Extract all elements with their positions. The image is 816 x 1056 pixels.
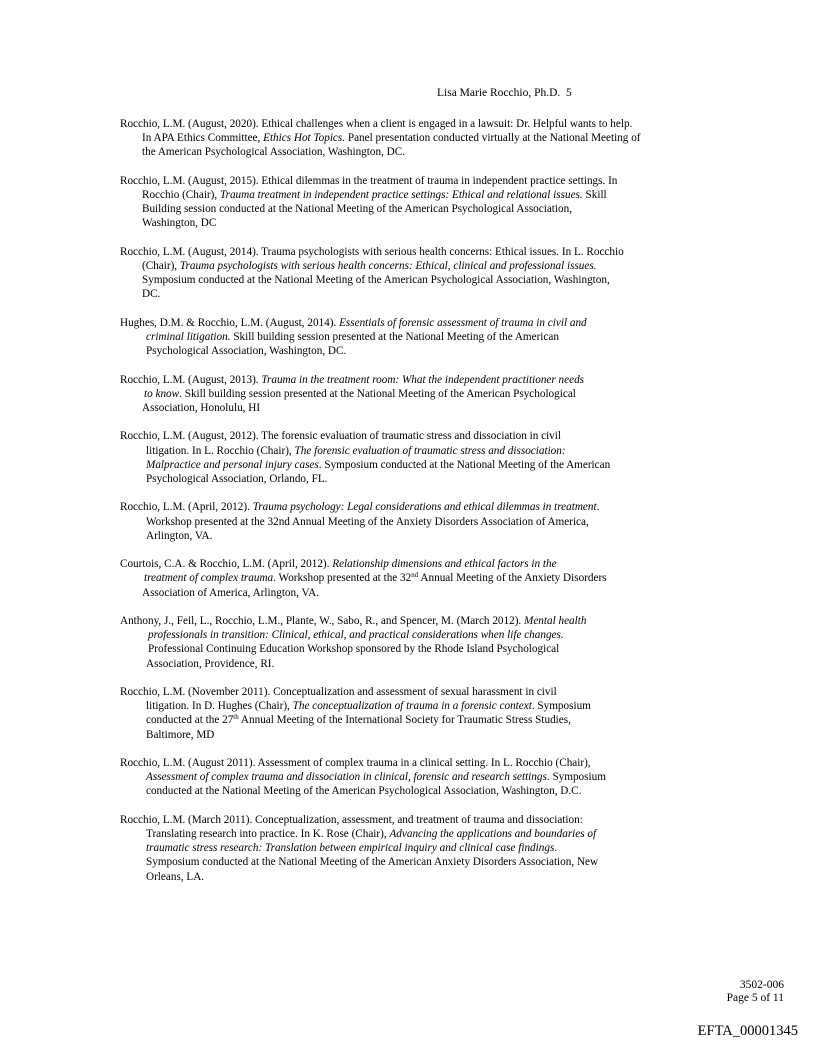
page-counter: Page 5 of 11 bbox=[726, 992, 784, 1004]
header-page-number: 5 bbox=[566, 87, 572, 99]
citation-entry: Rocchio, L.M. (August, 2013). Trauma in the treatment room: What the independent practitioner needs to know. Skill building session presented at the National Meeting of the American Psychological Association, Honolulu, HI bbox=[120, 373, 585, 414]
citation-entry: Courtois, C.A. & Rocchio, L.M. (April, 2012). Relationship dimensions and ethical factors in the treatment of complex trauma. Workshop presented at the 32nd Annual Meeting of the Anxiety Disorders Association of America, Arlington, VA. bbox=[120, 558, 607, 599]
presentation-list bbox=[120, 117, 700, 898]
citation-entry: Rocchio, L.M. (August, 2015). Ethical dilemmas in the treatment of trauma in independent practice settings. In Rocchio (Chair), Trauma treatment in independent practice settings: Ethical and relational issues. Skill Building session conducted at the National Meeting of the American Psychological Association, Washington, DC bbox=[120, 174, 618, 230]
document-code: 3502-006 bbox=[739, 979, 784, 991]
citation-entry: Hughes, D.M. & Rocchio, L.M. (August, 2014). Essentials of forensic assessment of trauma in civil and criminal litigation. Skill building session presented at the National Meeting of the American Psychological Association, Washington, DC. bbox=[120, 316, 587, 358]
citation-entry: Anthony, J., Feil, L., Rocchio, L.M., Plante, W., Sabo, R., and Spencer, M. (March 2012). Mental health professionals in transition: Clinical, ethical, and practical considerations when life changes. Professional Continuing Education Workshop sponsored by the Rhode Island Psychological Association, Providence, RI. bbox=[120, 614, 587, 670]
citation-entry: Rocchio, L.M. (August, 2020). Ethical challenges when a client is engaged in a lawsuit: Dr. Helpful wants to help. In APA Ethics Committee, Ethics Hot Topics. Panel presentation conducted virtually at the National Meeting of the American Psychological Association, Washington, DC. bbox=[120, 118, 641, 159]
citation-entry: Rocchio, L.M. (August 2011). Assessment of complex trauma in a clinical setting. In L. Rocchio (Chair), Assessment of complex trauma and dissociation in clinical, forensic and research settings. Symposium conducted at the National Meeting of the American Psychological Association, Washington, D.C. bbox=[120, 756, 606, 798]
citation-entry: Rocchio, L.M. (November 2011). Conceptualization and assessment of sexual harassment in civil litigation. In D. Hughes (Chair), The conceptualization of trauma in a forensic context. Symposium conducted at the 27th Annual Meeting of the International Society for Traumatic Stress Studies, Baltimore, MD bbox=[120, 685, 591, 741]
citation-entry: Rocchio, L.M. (August, 2012). The forensic evaluation of traumatic stress and dissociation in civil litigation. In L. Rocchio (Chair), The forensic evaluation of traumatic stress and dissociation: Malpractice and personal injury cases. Symposium conducted at the National Meeting of the American Psychological Association, Orlando, FL. bbox=[120, 430, 611, 485]
header-name: Lisa Marie Rocchio, Ph.D. bbox=[437, 87, 561, 99]
citation-entry: Rocchio, L.M. (March 2011). Conceptualization, assessment, and treatment of trauma and dissociation: Translating research into practice. In K. Rose (Chair), Advancing the applications and boundaries of traumatic stress research: Translation between empirical inquiry and clinical case findings. Symposium conducted at the National Meeting of the American Anxiety Disorders Association, New Orleans, LA. bbox=[120, 813, 599, 883]
citation-entry: Rocchio, L.M. (August, 2014). Trauma psychologists with serious health concerns: Ethical issues. In L. Rocchio (Chair), Trauma psychologists with serious health concerns: Ethical, clinical and professional issues. Symposium conducted at the National Meeting of the American Psychological Association, Washington, DC. bbox=[120, 245, 624, 301]
document-reference bbox=[727, 979, 784, 1005]
running-header bbox=[437, 87, 572, 99]
bates-number: EFTA_00001345 bbox=[697, 1023, 798, 1039]
citation-entry: Rocchio, L.M. (April, 2012). Trauma psychology: Legal considerations and ethical dilemmas in treatment. Workshop presented at the 32nd Annual Meeting of the Anxiety Disorders Association of America, Arlington, VA. bbox=[120, 501, 600, 542]
